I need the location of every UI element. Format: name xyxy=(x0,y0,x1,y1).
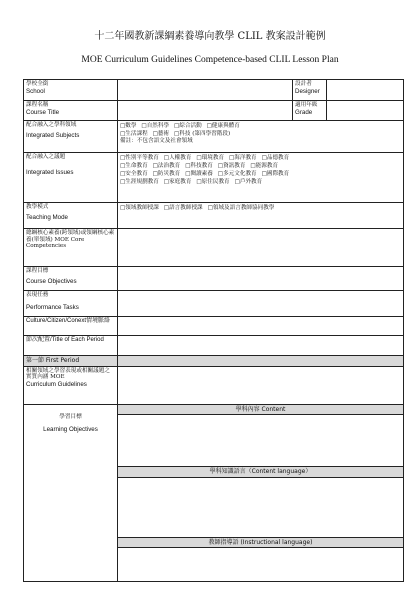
objectives-label-zh: 課程目標 xyxy=(26,268,49,274)
subject-option-life[interactable]: □生活課程 xyxy=(120,130,148,137)
document-title-english: MOE Curriculum Guidelines Competence-based CLIL Lesson Plan xyxy=(81,55,339,65)
teaching-mode-label-zh: 教學模式 xyxy=(26,204,49,210)
guidelines-value-field[interactable] xyxy=(118,366,404,404)
tasks-label-zh: 表現任務 xyxy=(26,292,49,298)
competencies-label-cell xyxy=(24,229,118,267)
designer-label-en: Designer xyxy=(295,87,320,95)
school-row xyxy=(24,80,404,101)
culture-row xyxy=(24,317,404,336)
issue-option-ocean[interactable]: □海洋教育 xyxy=(228,155,257,161)
tasks-label-cell xyxy=(24,291,118,317)
subjects-label-en: Integrated Subjects xyxy=(26,131,80,139)
culture-label-cell xyxy=(24,317,118,336)
course-label-zh: 課程名稱 xyxy=(26,102,49,108)
issue-option-environment[interactable]: □環境教育 xyxy=(196,155,225,161)
first-period-row xyxy=(24,356,404,367)
content-header-row xyxy=(24,404,404,415)
competencies-value-field[interactable] xyxy=(118,229,404,267)
competencies-row xyxy=(24,229,404,267)
subjects-options-cell xyxy=(118,121,404,153)
learning-objectives-label-cell xyxy=(24,404,118,582)
content-language-value-field[interactable] xyxy=(118,477,404,537)
instructional-language-header: 教師指導語 (Instructional language) xyxy=(118,537,404,548)
content-language-header: 學科知識語言（Content language） xyxy=(118,467,404,478)
document-title-chinese: 十二年國教新課綱素養導向教學 CLIL 教案設計範例 xyxy=(94,31,326,42)
period-row xyxy=(24,336,404,356)
issue-option-life[interactable]: □生命教育 xyxy=(120,162,148,169)
teaching-mode-label-en: Teaching Mode xyxy=(26,213,68,221)
first-period-band xyxy=(118,356,404,367)
grade-label-cell xyxy=(293,101,327,121)
issue-option-law[interactable]: □法治教育 xyxy=(152,162,181,169)
issues-label-zh: 配合融入之議題 xyxy=(26,154,66,160)
objectives-label-en: Course Objectives xyxy=(26,277,77,285)
tasks-label-en: Performance Tasks xyxy=(26,303,79,311)
issue-option-multicultural[interactable]: □多元文化教育 xyxy=(217,170,257,177)
issues-label-en: Integrated Issues xyxy=(26,168,74,176)
content-header: 學科內容 Content xyxy=(118,404,404,415)
subject-option-technology[interactable]: □科技 (第四學習階段) xyxy=(174,130,231,137)
issue-option-energy[interactable]: □能源教育 xyxy=(250,162,279,169)
tasks-row xyxy=(24,291,404,317)
grade-label-zh: 適用年級 xyxy=(295,102,318,108)
designer-label-cell xyxy=(293,80,327,101)
school-label-zh: 學校全銜 xyxy=(26,81,49,87)
first-period-label-cell xyxy=(24,356,118,367)
subject-option-integrative[interactable]: □綜合活動 xyxy=(174,123,202,129)
objectives-label-cell xyxy=(24,267,118,291)
subject-option-science[interactable]: □自然科學 xyxy=(141,123,170,129)
issues-label-cell xyxy=(24,153,118,203)
issue-option-reading[interactable]: □閱讀素養 xyxy=(185,170,213,177)
competencies-label: 總綱核心素養(跨領域)或領綱核心素養(單領域) MOE Core Competencies xyxy=(26,230,115,250)
course-label-cell xyxy=(24,101,118,121)
subject-option-math[interactable]: □數學 xyxy=(120,123,137,129)
course-row xyxy=(24,101,404,121)
tasks-value-field[interactable] xyxy=(118,291,404,317)
guidelines-row xyxy=(24,366,404,404)
teaching-mode-label-cell xyxy=(24,203,118,229)
issues-options-cell xyxy=(118,153,404,203)
teaching-mode-options-cell xyxy=(118,203,404,229)
period-label-cell xyxy=(24,336,118,356)
teaching-option-subject-teacher[interactable]: □領域教師授課 xyxy=(120,205,159,211)
issue-option-technology[interactable]: □科技教育 xyxy=(185,162,213,169)
issue-option-career[interactable]: □生涯規劃教育 xyxy=(120,178,159,185)
issue-option-indigenous[interactable]: □原住民教育 xyxy=(196,178,230,185)
guidelines-label-cell xyxy=(24,366,118,404)
school-label-en: School xyxy=(26,87,45,95)
issue-option-safety[interactable]: □安全教育 xyxy=(120,170,148,177)
objectives-value-field[interactable] xyxy=(118,267,404,291)
issue-option-family[interactable]: □家庭教育 xyxy=(163,178,192,185)
first-period-label: 第一節 First Period xyxy=(26,357,80,364)
issue-option-information[interactable]: □資訊教育 xyxy=(217,162,246,169)
content-value-field[interactable] xyxy=(118,415,404,467)
subjects-row xyxy=(24,121,404,153)
subjects-label-cell xyxy=(24,121,118,153)
subject-option-health-pe[interactable]: □健康與體育 xyxy=(206,123,240,129)
school-value-field[interactable] xyxy=(118,80,293,101)
issue-option-outdoor[interactable]: □戶外教育 xyxy=(234,178,263,185)
designer-label-zh: 設計者 xyxy=(295,81,312,87)
teaching-option-language-teacher[interactable]: □語言教師授課 xyxy=(163,205,203,211)
grade-label-en: Grade xyxy=(295,108,313,116)
grade-value-field[interactable] xyxy=(327,101,404,121)
issue-option-international[interactable]: □國際教育 xyxy=(261,170,290,177)
course-value-field[interactable] xyxy=(118,101,293,121)
course-label-en: Course Title xyxy=(26,108,60,116)
issues-row xyxy=(24,153,404,203)
culture-label: Culture/Citizen/Conext情境脈絡 xyxy=(26,318,111,324)
designer-value-field[interactable] xyxy=(327,80,404,101)
subject-option-arts[interactable]: □藝術 xyxy=(152,130,170,137)
subjects-note: 備註：不包含語文及社會領域 xyxy=(120,137,193,144)
guidelines-label-zh: 相關領域之學習表現或相關議題之實質內涵 MOE xyxy=(26,367,110,381)
issue-option-disaster[interactable]: □防災教育 xyxy=(152,170,181,177)
learning-objectives-label-en: Learning Objectives xyxy=(43,426,98,434)
teaching-option-co-teaching[interactable]: □領域及語言教師協同教學 xyxy=(207,205,275,211)
objectives-row xyxy=(24,267,404,291)
issue-option-character[interactable]: □品德教育 xyxy=(261,155,290,161)
subjects-label-zh: 配合融入之學科領域 xyxy=(26,122,77,128)
learning-objectives-label-zh: 學習目標 xyxy=(59,413,82,420)
teaching-mode-row xyxy=(24,203,404,229)
instructional-language-value-field[interactable] xyxy=(118,548,404,582)
issue-option-human-rights[interactable]: □人權教育 xyxy=(163,155,192,161)
issue-option-gender[interactable]: □性別平等教育 xyxy=(120,155,159,161)
period-label: 節次配置/Title of Each Period xyxy=(26,337,104,343)
period-value-field[interactable] xyxy=(118,336,404,356)
culture-value-field[interactable] xyxy=(118,317,404,336)
school-label-cell xyxy=(24,80,118,101)
lesson-plan-form xyxy=(23,79,404,582)
guidelines-label-en: Curriculum Guidelines xyxy=(26,380,87,388)
